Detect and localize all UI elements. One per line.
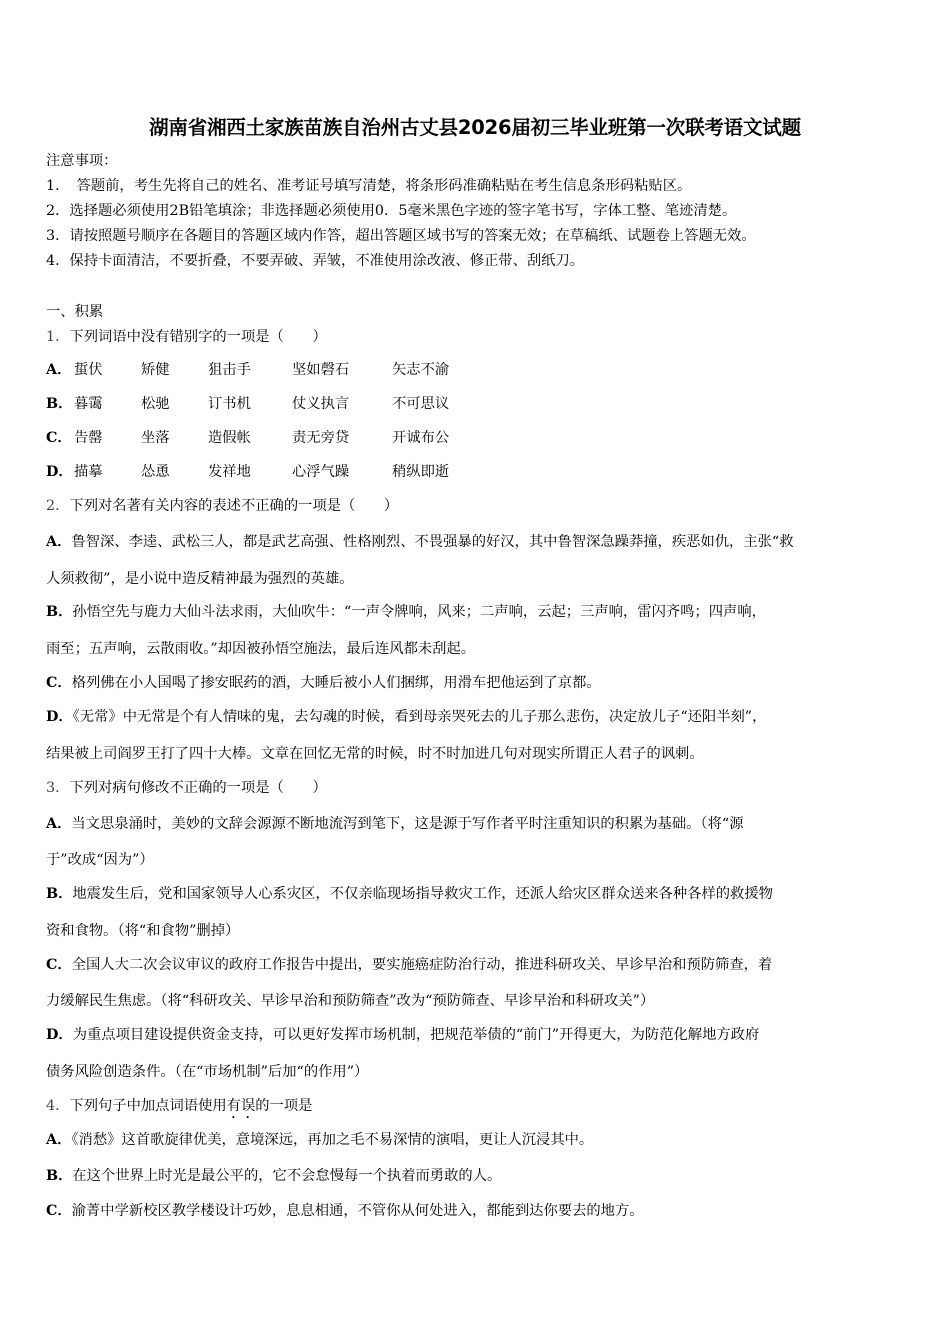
option-letter: B． bbox=[46, 1168, 73, 1184]
option-word: 订书机 bbox=[208, 396, 251, 412]
q3-option-d-cont: 债务风险创造条件。（在“市场机制”后加“的作用”） bbox=[46, 1064, 369, 1080]
q4-option-c bbox=[46, 1201, 644, 1221]
q3-option-a bbox=[46, 814, 744, 834]
question-text: 下列对名著有关内容的表述不正确的一项是（ ） bbox=[69, 498, 399, 514]
option-word: 矫健 bbox=[141, 362, 170, 378]
option-text: 在这个世界上时光是最公平的，它不会怠慢每一个执着而勇敢的人。 bbox=[72, 1168, 502, 1184]
option-word: 描摹 bbox=[74, 464, 103, 480]
option-letter: A． bbox=[46, 362, 72, 378]
q4-option-a bbox=[46, 1130, 593, 1150]
option-word: 坐落 bbox=[141, 430, 170, 446]
option-word: 造假帐 bbox=[208, 430, 251, 446]
option-text: 孙悟空先与鹿力大仙斗法求雨，大仙吹牛：“一声令牌响，风来；二声响，云起；三声响，雷闪齐鸣；四声响， bbox=[72, 604, 766, 620]
option-letter: A． bbox=[46, 534, 72, 550]
option-text: 全国人大二次会议审议的政府工作报告中提出，要实施癌症防治行动，推进科研攻关、早诊早治和预防筛查，着 bbox=[71, 957, 773, 973]
option-text: 《无常》中无常是个有人情味的鬼，去勾魂的时候，看到母亲哭死去的儿子那么悲伤，决定放儿子“还阳半刻”， bbox=[72, 709, 767, 725]
option-text: 当文思泉涌时，美妙的文辞会源源不断地流泻到笔下，这是源于写作者平时注重知识的积累为基础。（将“源 bbox=[71, 816, 744, 832]
option-word: 稍纵即逝 bbox=[392, 464, 450, 480]
notice-item: 2．选择题必须使用2B铅笔填涂；非选择题必须使用0．5毫米黑色字迹的签字笔书写，字体工整、笔迹清楚。 bbox=[46, 203, 737, 219]
question-4-stem bbox=[46, 1096, 312, 1122]
option-letter: C． bbox=[46, 430, 72, 446]
q4-option-b bbox=[46, 1166, 501, 1186]
option-word: 心浮气躁 bbox=[292, 464, 350, 480]
option-word: 怂恿 bbox=[141, 464, 170, 480]
question-2-stem bbox=[46, 496, 398, 516]
question-text: 的一项是 bbox=[255, 1098, 313, 1114]
option-word: 矢志不渝 bbox=[392, 362, 450, 378]
question-emphasis: 有误 bbox=[226, 1098, 256, 1114]
option-letter: D． bbox=[46, 709, 73, 725]
option-letter: C． bbox=[46, 1203, 72, 1219]
option-letter: D． bbox=[46, 464, 73, 480]
question-3-stem bbox=[46, 778, 327, 798]
q3-option-b bbox=[46, 884, 773, 904]
option-word: 仗义执言 bbox=[292, 396, 350, 412]
notice-item: 4．保持卡面清洁，不要折叠，不要弄破、弄皱，不准使用涂改液、修正带、刮纸刀。 bbox=[46, 253, 585, 269]
option-word: 不可思议 bbox=[392, 396, 450, 412]
q3-option-a-cont: 于”改成“因为”） bbox=[46, 852, 154, 868]
question-number: 1． bbox=[46, 329, 70, 345]
page-title: 湖南省湘西土家族苗族自治州古丈县2026届初三毕业班第一次联考语文试题 bbox=[149, 116, 801, 139]
option-word: 发祥地 bbox=[208, 464, 251, 480]
option-text: 《消愁》这首歌旋律优美，意境深远，再加之毛不易深情的演唱，更让人沉浸其中。 bbox=[71, 1132, 594, 1148]
notice-item: 3．请按照题号顺序在各题目的答题区域内作答，超出答题区域书写的答案无效；在草稿纸、试题卷上答题无效。 bbox=[46, 228, 756, 244]
question-text: 下列对病句修改不正确的一项是（ ） bbox=[69, 780, 327, 796]
q3-option-d bbox=[46, 1025, 759, 1045]
option-text: 为重点项目建设提供资金支持，可以更好发挥市场机制，把规范举债的“前门”开得更大，为防范化解地方政府 bbox=[72, 1027, 760, 1043]
option-word: 蜇伏 bbox=[74, 362, 103, 378]
option-word: 开诚布公 bbox=[392, 430, 450, 446]
option-letter: A． bbox=[46, 1132, 72, 1148]
option-letter: B． bbox=[46, 396, 73, 412]
q2-option-a bbox=[46, 532, 794, 552]
section-heading: 一、积累 bbox=[46, 304, 104, 320]
q3-option-c-cont: 力缓解民生焦虑。（将“科研攻关、早诊早治和预防筛查”改为“预防筛查、早诊早治和科研攻关”） bbox=[46, 993, 655, 1009]
q3-option-b-cont: 资和食物。（将“和食物”删掉） bbox=[46, 923, 240, 939]
option-text: 格列佛在小人国喝了掺安眠药的酒，大睡后被小人们捆绑，用滑车把他运到了京都。 bbox=[71, 675, 601, 691]
option-word: 告罄 bbox=[74, 430, 103, 446]
question-text: 下列句子中加点词语使用 bbox=[69, 1098, 227, 1114]
option-word: 责无旁贷 bbox=[292, 430, 350, 446]
q2-option-b bbox=[46, 602, 766, 622]
option-letter: C． bbox=[46, 675, 72, 691]
option-letter: A． bbox=[46, 816, 72, 832]
option-word: 松驰 bbox=[141, 396, 170, 412]
q2-option-d bbox=[46, 707, 766, 727]
option-text: 鲁智深、李逵、武松三人，都是武艺高强、性格刚烈、不畏强暴的好汉，其中鲁智深急躁莽撞，疾恶如仇，主张“救 bbox=[71, 534, 794, 550]
question-number: 2． bbox=[46, 498, 70, 514]
option-text: 渝菁中学新校区教学楼设计巧妙，息息相通，不管你从何处进入，都能到达你要去的地方。 bbox=[71, 1203, 644, 1219]
option-letter: B． bbox=[46, 604, 73, 620]
question-number: 4． bbox=[46, 1098, 70, 1114]
notice-heading: 注意事项： bbox=[46, 153, 118, 169]
question-1-stem bbox=[46, 327, 327, 347]
question-number: 3． bbox=[46, 780, 70, 796]
option-word: 坚如磬石 bbox=[292, 362, 350, 378]
option-text: 地震发生后，党和国家领导人心系灾区，不仅亲临现场指导救灾工作，还派人给灾区群众送来各种各样的救援物 bbox=[72, 886, 773, 902]
notice-item: 1． 答题前，考生先将自己的姓名、准考证号填写清楚，将条形码准确粘贴在考生信息条形码粘贴区。 bbox=[46, 178, 692, 194]
q2-option-a-cont: 人须救彻”，是小说中造反精神最为强烈的英雄。 bbox=[46, 571, 354, 587]
option-letter: D． bbox=[46, 1027, 73, 1043]
q2-option-b-cont: 雨至；五声响，云散雨收。”却因被孙悟空施法，最后连风都未刮起。 bbox=[46, 641, 476, 657]
option-letter: B． bbox=[46, 886, 73, 902]
q3-option-c bbox=[46, 955, 772, 975]
q2-option-d-cont: 结果被上司阎罗王打了四十大棒。文章在回忆无常的时候，时不时加进几句对现实所谓正人君子的讽刺。 bbox=[46, 746, 704, 762]
q2-option-c bbox=[46, 673, 601, 693]
question-text: 下列词语中没有错别字的一项是（ ） bbox=[69, 329, 327, 345]
option-word: 狙击手 bbox=[208, 362, 251, 378]
option-letter: C． bbox=[46, 957, 72, 973]
option-word: 暮霭 bbox=[74, 396, 103, 412]
